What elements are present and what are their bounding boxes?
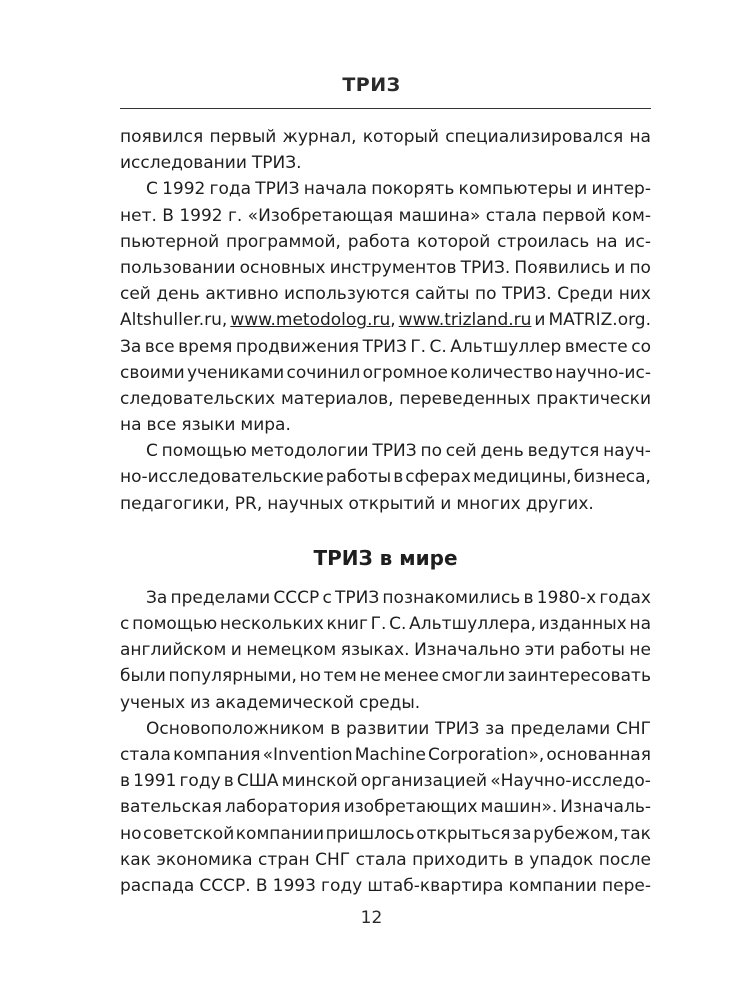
word: все xyxy=(144,336,175,357)
word: и xyxy=(440,493,452,514)
word: специализировался xyxy=(445,127,624,147)
word: переведенных xyxy=(399,388,531,409)
word: эти xyxy=(524,640,555,661)
text-line xyxy=(120,464,651,490)
word: США xyxy=(236,771,279,792)
word: стала xyxy=(120,744,171,765)
page-body xyxy=(120,124,651,899)
word: Изначаль- xyxy=(560,797,651,818)
word: науч- xyxy=(603,441,651,462)
word: стала xyxy=(355,849,407,870)
text-line xyxy=(120,637,651,663)
word: помощью xyxy=(161,441,247,462)
word: стран xyxy=(258,849,310,870)
word: и xyxy=(230,640,242,661)
text-line xyxy=(120,176,651,202)
word: «Изобретающая xyxy=(247,205,394,226)
word: сей xyxy=(445,441,477,462)
word: не xyxy=(629,640,651,661)
word: активно xyxy=(205,284,279,305)
word: основных xyxy=(239,257,326,278)
word: немецком xyxy=(246,640,337,661)
word: но xyxy=(299,666,321,687)
word: из xyxy=(190,692,211,713)
word: на xyxy=(629,614,651,634)
word: педагогики, xyxy=(120,493,230,514)
word: время xyxy=(178,336,233,357)
word: ТРИЗ. xyxy=(460,257,511,278)
word: учениками xyxy=(186,362,285,383)
word: «Invention xyxy=(262,744,353,765)
word: MATRIZ.org. xyxy=(548,310,651,331)
word: в xyxy=(330,718,341,739)
word: экономика xyxy=(156,849,253,870)
word: покорять xyxy=(371,179,455,200)
header-rule xyxy=(120,108,651,109)
text-line xyxy=(120,873,651,899)
word: бизнеса, xyxy=(573,467,651,488)
text-line xyxy=(120,203,651,229)
word: в xyxy=(223,771,234,792)
word: программой, xyxy=(226,231,341,252)
word: стала xyxy=(485,205,537,226)
word: 1993 xyxy=(272,875,316,896)
word: годах xyxy=(599,587,651,608)
word: вместе xyxy=(564,336,628,357)
word: но xyxy=(120,823,142,844)
word: PR, xyxy=(234,493,263,514)
word: мира. xyxy=(240,415,291,436)
word: в xyxy=(120,771,131,792)
word: и xyxy=(576,179,588,200)
word: ученых xyxy=(120,692,186,713)
word: штаб-квартира xyxy=(367,875,504,896)
paragraph-5 xyxy=(120,716,651,899)
word: www.metodolog.ru, xyxy=(230,310,396,331)
word: работы xyxy=(325,467,392,488)
word: машина» xyxy=(398,205,481,226)
word: которой xyxy=(417,231,491,252)
word: Corporation», xyxy=(428,744,545,765)
word: В xyxy=(255,875,268,896)
word: среды. xyxy=(359,692,421,713)
word: г. xyxy=(227,205,243,226)
word: компании xyxy=(235,823,325,844)
word: вательская xyxy=(120,797,222,818)
word: году xyxy=(179,771,221,792)
word: на xyxy=(596,231,618,252)
word: по xyxy=(474,284,497,305)
word: Г. xyxy=(370,614,387,634)
word: так xyxy=(620,823,651,844)
section-spacer xyxy=(120,573,651,585)
word: пришлось xyxy=(325,823,415,844)
word: работы xyxy=(559,640,625,661)
word: в xyxy=(513,849,524,870)
text-line xyxy=(120,438,651,464)
word: других. xyxy=(525,493,594,514)
text-line xyxy=(120,690,651,716)
section-title: ТРИЗ в мире xyxy=(313,545,458,570)
word: многих xyxy=(456,493,521,514)
word: который xyxy=(362,127,439,147)
word: ТРИЗ xyxy=(372,441,417,462)
word: пределами xyxy=(170,587,271,608)
word: Altshuller.ru, xyxy=(120,310,228,331)
word: английском xyxy=(120,640,227,661)
word: рубежом, xyxy=(533,823,619,844)
word: помощью xyxy=(132,614,218,634)
word: приходить xyxy=(412,849,509,870)
word: работа xyxy=(347,231,411,252)
website-link: www.trizland.ru xyxy=(398,310,532,331)
word: смогли xyxy=(441,666,505,687)
word: материалов, xyxy=(280,388,394,409)
text-line xyxy=(120,412,651,438)
word: распада xyxy=(120,875,195,896)
word: пьютерной xyxy=(120,231,220,252)
word: но-исследовательские xyxy=(120,467,324,488)
word: научно-ис- xyxy=(555,362,651,383)
word: количество xyxy=(450,362,553,383)
word: были xyxy=(120,666,166,687)
word: СНГ xyxy=(315,849,351,870)
word: появился xyxy=(120,127,204,147)
text-line xyxy=(120,611,651,637)
page-number: 12 xyxy=(360,908,383,928)
word: день xyxy=(480,441,524,462)
word: них xyxy=(618,284,651,305)
text-line xyxy=(120,229,651,255)
word: советской xyxy=(143,823,235,844)
word: инструментов xyxy=(329,257,457,278)
text-line xyxy=(120,491,651,517)
word: пользовании xyxy=(120,257,236,278)
word: ТРИЗ xyxy=(435,718,480,739)
word: с xyxy=(322,587,332,608)
word: интер- xyxy=(591,179,651,200)
word: продвижения xyxy=(235,336,360,357)
word: С xyxy=(146,179,158,200)
text-line xyxy=(120,150,651,176)
website-link: www.metodolog.ru xyxy=(230,310,391,331)
word: изобретающих xyxy=(343,797,478,818)
word: заинтересовать xyxy=(507,666,651,687)
word: огромное xyxy=(362,362,448,383)
word: Г. xyxy=(410,336,427,357)
word: первой xyxy=(542,205,606,226)
word: упадок xyxy=(529,849,594,870)
word: ТРИЗ xyxy=(255,179,300,200)
word: Альтшуллера, xyxy=(409,614,536,634)
word: тем xyxy=(323,666,357,687)
word: Среди xyxy=(557,284,614,305)
word: С. xyxy=(429,336,447,357)
word: сайты xyxy=(415,284,470,305)
word: научных xyxy=(267,493,344,514)
word: основанная xyxy=(546,744,651,765)
word: и xyxy=(614,257,626,278)
word: нескольких xyxy=(219,614,324,634)
word: ТРИЗ. xyxy=(502,284,552,305)
word: следовательских xyxy=(120,388,276,409)
word: открытий xyxy=(348,493,436,514)
word: не xyxy=(359,666,381,687)
word: «Научно-исследо- xyxy=(490,771,651,792)
word: академической xyxy=(215,692,355,713)
word: В xyxy=(162,205,174,226)
text-line xyxy=(120,847,651,873)
word: Альтшуллер xyxy=(450,336,562,357)
word: за xyxy=(512,823,532,844)
word: минской xyxy=(281,771,358,792)
word: нет. xyxy=(120,205,157,226)
word: Machine xyxy=(354,744,426,765)
word: году xyxy=(321,875,363,896)
text-line xyxy=(120,821,651,847)
word: открыться xyxy=(416,823,511,844)
paragraph-4 xyxy=(120,585,651,716)
word: используются xyxy=(284,284,410,305)
text-line xyxy=(120,334,651,360)
text-line xyxy=(120,794,651,820)
text-line xyxy=(120,742,651,768)
word: Основоположником xyxy=(146,718,325,739)
text-line xyxy=(120,768,651,794)
word: популярными, xyxy=(168,666,297,687)
word: С. xyxy=(389,614,407,634)
text-line xyxy=(120,360,651,386)
word: 1980-х xyxy=(536,587,597,608)
word: языки xyxy=(181,415,236,436)
text-line xyxy=(120,663,651,689)
word: ТРИЗ xyxy=(362,336,407,357)
word: 1992 xyxy=(162,179,206,200)
word: пределами xyxy=(510,718,611,739)
word: языках. xyxy=(340,640,410,661)
word: ТРИЗ xyxy=(334,587,380,608)
word: 1991 xyxy=(133,771,177,792)
word: исследовании xyxy=(120,153,247,174)
text-line xyxy=(120,716,651,742)
running-title: ТРИЗ xyxy=(342,74,401,96)
word: познакомились xyxy=(382,587,521,608)
word: книг xyxy=(326,614,368,634)
word: С xyxy=(146,441,158,462)
text-line-with-links xyxy=(120,307,651,333)
word: года xyxy=(209,179,252,200)
word: СССР xyxy=(273,587,320,608)
word: на xyxy=(629,127,651,147)
word: сей xyxy=(120,284,151,305)
word: все xyxy=(146,415,177,436)
word: день xyxy=(156,284,200,305)
text-line xyxy=(120,386,651,412)
word: в xyxy=(393,467,404,488)
word: с xyxy=(120,614,130,634)
text-line xyxy=(120,255,651,281)
word: ис- xyxy=(624,231,651,252)
word: За xyxy=(120,336,142,357)
word: менее xyxy=(383,666,439,687)
text-line xyxy=(120,124,651,150)
word: ведутся xyxy=(527,441,600,462)
word: в xyxy=(523,587,534,608)
word: Появились xyxy=(514,257,611,278)
word: и xyxy=(534,310,546,331)
text-line xyxy=(120,281,651,307)
word: методологии xyxy=(250,441,369,462)
word: ТРИЗ. xyxy=(251,153,302,174)
word: развитии xyxy=(346,718,430,739)
word: ком- xyxy=(611,205,651,226)
word: своими xyxy=(120,362,185,383)
word: первый xyxy=(209,127,277,147)
word: по xyxy=(629,257,651,278)
word: журнал, xyxy=(282,127,357,147)
word: начала xyxy=(303,179,368,200)
word: сферах xyxy=(405,467,471,488)
word: сочинил xyxy=(286,362,361,383)
word xyxy=(399,307,532,333)
section-spacer xyxy=(120,517,651,543)
word: организацией xyxy=(360,771,488,792)
word: медицины, xyxy=(472,467,572,488)
word: изданных xyxy=(538,614,627,634)
word: по xyxy=(420,441,442,462)
word: как xyxy=(120,849,151,870)
word: 1992 xyxy=(179,205,223,226)
word: лаборатория xyxy=(224,797,341,818)
word: пере- xyxy=(602,875,651,896)
word: после xyxy=(598,849,651,870)
word: СССР. xyxy=(199,875,251,896)
word: компьютеры xyxy=(458,179,573,200)
paragraph-1 xyxy=(120,124,651,176)
paragraph-2 xyxy=(120,176,651,438)
word: За xyxy=(146,587,168,608)
word: компании xyxy=(508,875,597,896)
word: строилась xyxy=(497,231,590,252)
word: за xyxy=(485,718,505,739)
word: на xyxy=(120,415,142,436)
word: Изначально xyxy=(414,640,521,661)
word: со xyxy=(631,336,651,357)
word: машин». xyxy=(480,797,558,818)
word: СНГ xyxy=(615,718,651,739)
word: практически xyxy=(536,388,651,409)
text-line xyxy=(120,585,651,611)
word: компания xyxy=(173,744,261,765)
paragraph-3 xyxy=(120,438,651,517)
